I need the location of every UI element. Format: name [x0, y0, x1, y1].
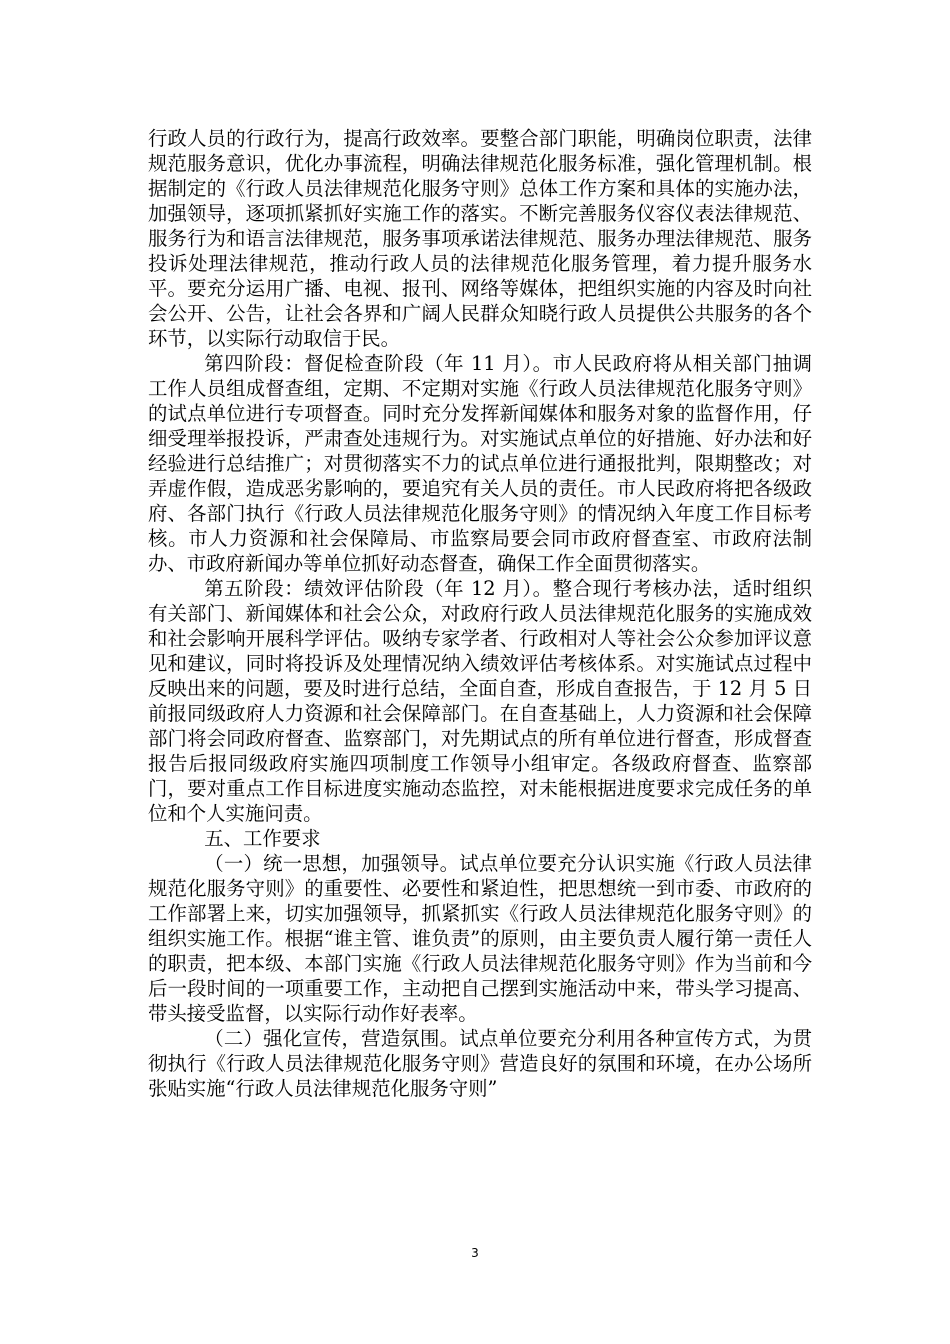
paragraph-requirement-one: （一）统一思想，加强领导。试点单位要充分认识实施《行政人员法律规范化服务守则》的重要性、必要性和紧迫性，把思想统一到市委、市政府的工作部署上来，切实加强领导，抓紧抓实《行政人员法律规范化服务守则》的组织实施工作。根据“谁主管、谁负责”的原则，由主要负责人履行第一责任人的职责，把本级、本部门实施《行政人员法律规范化服务守则》作为当前和今后一段时间的一项重要工作，主动把自己摆到实施活动中来，带头学习提高、带头接受监督，以实际行动作好表率。: [148, 852, 812, 1025]
section-heading-work-requirements: 五、工作要求: [204, 827, 321, 850]
page-number: 3: [471, 1246, 479, 1260]
paragraph-stage-five: 第五阶段：绩效评估阶段（年 12 月）。整合现行考核办法，适时组织有关部门、新闻媒体和社会公众，对政府行政人员法律规范化服务的实施成效和社会影响开展科学评估。吸纳专家学者、行政相对人等社会公众参加评议意见和建议，同时将投诉及处理情况纳入绩效评估考核体系。对实施试点过程中反映出来的问题，要及时进行总结，全面自查，形成自查报告，于 12 月 5 日前报同级政府人力资源和社会保障部门。在自查基础上，人力资源和社会保障部门将会同政府督查、监察部门，对先期试点的所有单位进行督查，形成督查报告后报同级政府实施四项制度工作领导小组审定。各级政府督查、监察部门，要对重点工作目标进度实施动态监控，对未能根据进度要求完成任务的单位和个人实施问责。: [148, 577, 812, 825]
paragraph-requirement-two: （二）强化宣传，营造氛围。试点单位要充分利用各种宣传方式，为贯彻执行《行政人员法律规范化服务守则》营造良好的氛围和环境，在办公场所张贴实施“行政人员法律规范化服务守则”: [148, 1027, 812, 1100]
paragraph-stage-four: 第四阶段：督促检查阶段（年 11 月）。市人民政府将从相关部门抽调工作人员组成督查组，定期、不定期对实施《行政人员法律规范化服务守则》的试点单位进行专项督查。同时充分发挥新闻媒体和服务对象的监督作用，仔细受理举报投诉，严肃查处违规行为。对实施试点单位的好措施、好办法和好经验进行总结推广；对贯彻落实不力的试点单位进行通报批判，限期整改；对弄虚作假，造成恶劣影响的，要追究有关人员的责任。市人民政府将把各级政府、各部门执行《行政人员法律规范化服务守则》的情况纳入年度工作目标考核。市人力资源和社会保障局、市监察局要会同市政府督查室、市政府法制办、市政府新闻办等单位抓好动态督查，确保工作全面贯彻落实。: [148, 352, 812, 575]
document-body: [148, 126, 812, 1101]
paragraph-continuation: 行政人员的行政行为，提高行政效率。要整合部门职能，明确岗位职责，法律规范服务意识，优化办事流程，明确法律规范化服务标准，强化管理机制。根据制定的《行政人员法律规范化服务守则》总体工作方案和具体的实施办法，加强领导，逐项抓紧抓好实施工作的落实。不断完善服务仪容仪表法律规范、服务行为和语言法律规范，服务事项承诺法律规范、服务办理法律规范、服务投诉处理法律规范，推动行政人员的法律规范化服务管理，着力提升服务水平。要充分运用广播、电视、报刊、网络等媒体，把组织实施的内容及时向社会公开、公告，让社会各界和广阔人民群众知晓行政人员提供公共服务的各个环节，以实际行动取信于民。: [148, 127, 812, 350]
